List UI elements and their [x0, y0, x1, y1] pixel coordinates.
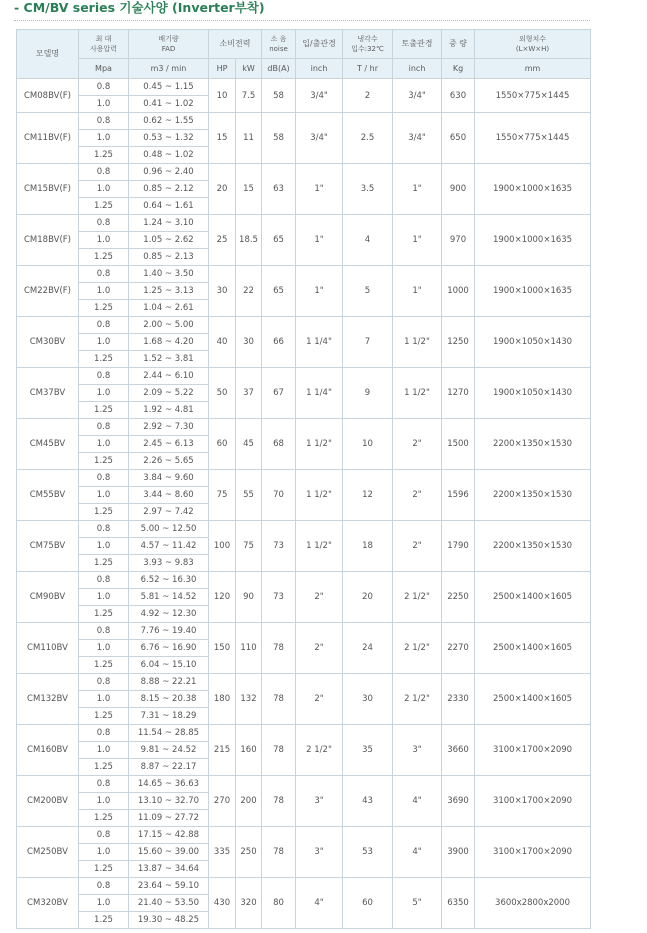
inlet-size: 1 1/4" — [296, 317, 343, 368]
fad-range: 7.31 ~ 18.29 — [129, 708, 209, 725]
hp-value: 120 — [209, 572, 236, 623]
unit-hp: HP — [209, 59, 236, 79]
model-name: CM320BV — [17, 878, 79, 929]
table-row — [17, 521, 591, 538]
fad-range: 0.62 ~ 1.55 — [129, 113, 209, 130]
fad-range: 1.92 ~ 4.81 — [129, 402, 209, 419]
pressure-value: 1.0 — [79, 232, 129, 249]
weight-value: 6350 — [442, 878, 475, 929]
unit-mm: mm — [475, 59, 591, 79]
hp-value: 180 — [209, 674, 236, 725]
noise-value: 78 — [262, 623, 296, 674]
weight-value: 650 — [442, 113, 475, 164]
hp-value: 75 — [209, 470, 236, 521]
model-name: CM18BV(F) — [17, 215, 79, 266]
weight-value: 2330 — [442, 674, 475, 725]
pressure-value: 0.8 — [79, 623, 129, 640]
fad-range: 0.41 ~ 1.02 — [129, 96, 209, 113]
fad-range: 0.48 ~ 1.02 — [129, 147, 209, 164]
cooling-water: 9 — [343, 368, 393, 419]
fad-range: 13.10 ~ 32.70 — [129, 793, 209, 810]
pressure-value: 1.0 — [79, 283, 129, 300]
fad-range: 6.76 ~ 16.90 — [129, 640, 209, 657]
outlet-size: 2 1/2" — [393, 572, 442, 623]
fad-range: 11.54 ~ 28.85 — [129, 725, 209, 742]
pressure-value: 1.0 — [79, 895, 129, 912]
model-name: CM90BV — [17, 572, 79, 623]
noise-value: 65 — [262, 266, 296, 317]
weight-value: 1000 — [442, 266, 475, 317]
pressure-value: 1.0 — [79, 844, 129, 861]
kw-value: 30 — [236, 317, 262, 368]
weight-value: 630 — [442, 79, 475, 113]
noise-value: 78 — [262, 776, 296, 827]
kw-value: 22 — [236, 266, 262, 317]
hp-value: 100 — [209, 521, 236, 572]
fad-range: 5.00 ~ 12.50 — [129, 521, 209, 538]
pressure-value: 1.25 — [79, 249, 129, 266]
table-row — [17, 470, 591, 487]
outlet-size: 1 1/2" — [393, 368, 442, 419]
inlet-size: 2 1/2" — [296, 725, 343, 776]
header-noise: 소 음 noise — [262, 30, 296, 59]
table-body — [17, 79, 591, 929]
fad-range: 11.09 ~ 27.72 — [129, 810, 209, 827]
outlet-size: 2" — [393, 419, 442, 470]
cooling-water: 24 — [343, 623, 393, 674]
fad-range: 3.84 ~ 9.60 — [129, 470, 209, 487]
weight-value: 970 — [442, 215, 475, 266]
inlet-size: 3" — [296, 776, 343, 827]
hp-value: 270 — [209, 776, 236, 827]
outlet-size: 4" — [393, 827, 442, 878]
outlet-size: 2 1/2" — [393, 674, 442, 725]
unit-cooling: T / hr — [343, 59, 393, 79]
pressure-value: 0.8 — [79, 317, 129, 334]
table-row — [17, 113, 591, 130]
noise-value: 78 — [262, 674, 296, 725]
pressure-value: 1.0 — [79, 793, 129, 810]
fad-range: 2.44 ~ 6.10 — [129, 368, 209, 385]
pressure-value: 1.0 — [79, 334, 129, 351]
fad-range: 1.40 ~ 3.50 — [129, 266, 209, 283]
unit-kg: Kg — [442, 59, 475, 79]
cooling-water: 35 — [343, 725, 393, 776]
fad-range: 15.60 ~ 39.00 — [129, 844, 209, 861]
unit-kw: kW — [236, 59, 262, 79]
table-row — [17, 776, 591, 793]
unit-outlet-inch: inch — [393, 59, 442, 79]
pressure-value: 1.0 — [79, 589, 129, 606]
inlet-size: 1 1/2" — [296, 470, 343, 521]
kw-value: 132 — [236, 674, 262, 725]
inlet-size: 3/4" — [296, 79, 343, 113]
spec-table — [16, 29, 591, 929]
cooling-water: 60 — [343, 878, 393, 929]
cooling-water: 4 — [343, 215, 393, 266]
pressure-value: 1.0 — [79, 436, 129, 453]
fad-range: 2.92 ~ 7.30 — [129, 419, 209, 436]
header-weight: 중 량 — [442, 30, 475, 59]
dimensions: 3100×1700×2090 — [475, 776, 591, 827]
cooling-water: 43 — [343, 776, 393, 827]
dimensions: 1900×1050×1430 — [475, 368, 591, 419]
hp-value: 150 — [209, 623, 236, 674]
inlet-size: 1" — [296, 164, 343, 215]
pressure-value: 1.25 — [79, 708, 129, 725]
weight-value: 3900 — [442, 827, 475, 878]
fad-range: 1.04 ~ 2.61 — [129, 300, 209, 317]
pressure-value: 0.8 — [79, 878, 129, 895]
kw-value: 18.5 — [236, 215, 262, 266]
fad-range: 5.81 ~ 14.52 — [129, 589, 209, 606]
pressure-value: 1.25 — [79, 861, 129, 878]
fad-range: 2.97 ~ 7.42 — [129, 504, 209, 521]
title-divider — [14, 20, 590, 21]
dimensions: 1550×775×1445 — [475, 113, 591, 164]
noise-value: 73 — [262, 572, 296, 623]
noise-value: 78 — [262, 827, 296, 878]
table-row — [17, 215, 591, 232]
inlet-size: 1 1/4" — [296, 368, 343, 419]
hp-value: 215 — [209, 725, 236, 776]
header-power: 소비전력 — [209, 30, 262, 59]
fad-range: 0.96 ~ 2.40 — [129, 164, 209, 181]
kw-value: 160 — [236, 725, 262, 776]
model-name: CM37BV — [17, 368, 79, 419]
fad-range: 0.85 ~ 2.13 — [129, 249, 209, 266]
fad-range: 23.64 ~ 59.10 — [129, 878, 209, 895]
weight-value: 900 — [442, 164, 475, 215]
pressure-value: 1.25 — [79, 300, 129, 317]
unit-dba: dB(A) — [262, 59, 296, 79]
table-row — [17, 674, 591, 691]
table-row — [17, 827, 591, 844]
outlet-size: 2" — [393, 521, 442, 572]
dimensions: 2500×1400×1605 — [475, 572, 591, 623]
kw-value: 11 — [236, 113, 262, 164]
model-name: CM45BV — [17, 419, 79, 470]
kw-value: 320 — [236, 878, 262, 929]
cooling-water: 18 — [343, 521, 393, 572]
cooling-water: 2.5 — [343, 113, 393, 164]
pressure-value: 1.25 — [79, 453, 129, 470]
pressure-value: 0.8 — [79, 776, 129, 793]
fad-range: 3.93 ~ 9.83 — [129, 555, 209, 572]
outlet-size: 3" — [393, 725, 442, 776]
fad-range: 1.25 ~ 3.13 — [129, 283, 209, 300]
pressure-value: 0.8 — [79, 113, 129, 130]
noise-value: 80 — [262, 878, 296, 929]
header-cooling: 냉각수 입수:32℃ — [343, 30, 393, 59]
kw-value: 90 — [236, 572, 262, 623]
noise-value: 65 — [262, 215, 296, 266]
fad-range: 8.15 ~ 20.38 — [129, 691, 209, 708]
pressure-value: 1.0 — [79, 130, 129, 147]
fad-range: 9.81 ~ 24.52 — [129, 742, 209, 759]
dimensions: 2500×1400×1605 — [475, 674, 591, 725]
fad-range: 4.57 ~ 11.42 — [129, 538, 209, 555]
table-row — [17, 368, 591, 385]
inlet-size: 1" — [296, 266, 343, 317]
outlet-size: 3/4" — [393, 79, 442, 113]
table-row — [17, 317, 591, 334]
outlet-size: 2" — [393, 470, 442, 521]
fad-range: 2.09 ~ 5.22 — [129, 385, 209, 402]
fad-range: 8.88 ~ 22.21 — [129, 674, 209, 691]
fad-range: 1.68 ~ 4.20 — [129, 334, 209, 351]
dimensions: 1550×775×1445 — [475, 79, 591, 113]
pressure-value: 0.8 — [79, 725, 129, 742]
table-row — [17, 419, 591, 436]
inlet-size: 1 1/2" — [296, 521, 343, 572]
pressure-value: 0.8 — [79, 164, 129, 181]
weight-value: 2250 — [442, 572, 475, 623]
noise-value: 66 — [262, 317, 296, 368]
kw-value: 55 — [236, 470, 262, 521]
fad-range: 2.00 ~ 5.00 — [129, 317, 209, 334]
kw-value: 7.5 — [236, 79, 262, 113]
hp-value: 60 — [209, 419, 236, 470]
pressure-value: 1.25 — [79, 606, 129, 623]
weight-value: 3690 — [442, 776, 475, 827]
table-row — [17, 266, 591, 283]
outlet-size: 1" — [393, 164, 442, 215]
unit-mpa: Mpa — [79, 59, 129, 79]
fad-range: 0.85 ~ 2.12 — [129, 181, 209, 198]
outlet-size: 3/4" — [393, 113, 442, 164]
fad-range: 6.04 ~ 15.10 — [129, 657, 209, 674]
fad-range: 0.45 ~ 1.15 — [129, 79, 209, 96]
pressure-value: 1.0 — [79, 640, 129, 657]
pressure-value: 1.0 — [79, 385, 129, 402]
weight-value: 3660 — [442, 725, 475, 776]
table-row — [17, 572, 591, 589]
inlet-size: 4" — [296, 878, 343, 929]
model-name: CM08BV(F) — [17, 79, 79, 113]
pressure-value: 1.25 — [79, 147, 129, 164]
inlet-size: 2" — [296, 572, 343, 623]
pressure-value: 0.8 — [79, 572, 129, 589]
pressure-value: 0.8 — [79, 79, 129, 96]
fad-range: 8.87 ~ 22.17 — [129, 759, 209, 776]
pressure-value: 0.8 — [79, 266, 129, 283]
noise-value: 78 — [262, 725, 296, 776]
page-title: - CM/BV series 기술사양 (Inverter부착) — [14, 0, 265, 15]
inlet-size: 2" — [296, 623, 343, 674]
pressure-value: 0.8 — [79, 827, 129, 844]
fad-range: 3.44 ~ 8.60 — [129, 487, 209, 504]
inlet-size: 2" — [296, 674, 343, 725]
hp-value: 10 — [209, 79, 236, 113]
kw-value: 45 — [236, 419, 262, 470]
outlet-size: 4" — [393, 776, 442, 827]
kw-value: 75 — [236, 521, 262, 572]
model-name: CM15BV(F) — [17, 164, 79, 215]
pressure-value: 0.8 — [79, 215, 129, 232]
fad-range: 4.92 ~ 12.30 — [129, 606, 209, 623]
noise-value: 68 — [262, 419, 296, 470]
noise-value: 67 — [262, 368, 296, 419]
hp-value: 30 — [209, 266, 236, 317]
header-outlet: 토출관경 — [393, 30, 442, 59]
cooling-water: 7 — [343, 317, 393, 368]
fad-range: 0.64 ~ 1.61 — [129, 198, 209, 215]
noise-value: 73 — [262, 521, 296, 572]
pressure-value: 1.25 — [79, 198, 129, 215]
hp-value: 50 — [209, 368, 236, 419]
dimensions: 2500×1400×1605 — [475, 623, 591, 674]
model-name: CM160BV — [17, 725, 79, 776]
pressure-value: 1.0 — [79, 487, 129, 504]
cooling-water: 10 — [343, 419, 393, 470]
model-name: CM22BV(F) — [17, 266, 79, 317]
hp-value: 15 — [209, 113, 236, 164]
hp-value: 25 — [209, 215, 236, 266]
weight-value: 1270 — [442, 368, 475, 419]
cooling-water: 5 — [343, 266, 393, 317]
inlet-size: 1 1/2" — [296, 419, 343, 470]
cooling-water: 12 — [343, 470, 393, 521]
model-name: CM55BV — [17, 470, 79, 521]
fad-range: 19.30 ~ 48.25 — [129, 912, 209, 929]
fad-range: 1.24 ~ 3.10 — [129, 215, 209, 232]
model-name: CM11BV(F) — [17, 113, 79, 164]
pressure-value: 1.25 — [79, 759, 129, 776]
dimensions: 2200×1350×1530 — [475, 419, 591, 470]
header-inlet: 입/출관경 — [296, 30, 343, 59]
dimensions: 1900×1000×1635 — [475, 164, 591, 215]
kw-value: 200 — [236, 776, 262, 827]
fad-range: 2.26 ~ 5.65 — [129, 453, 209, 470]
cooling-water: 2 — [343, 79, 393, 113]
cooling-water: 20 — [343, 572, 393, 623]
fad-range: 7.76 ~ 19.40 — [129, 623, 209, 640]
table-row — [17, 623, 591, 640]
inlet-size: 1" — [296, 215, 343, 266]
fad-range: 13.87 ~ 34.64 — [129, 861, 209, 878]
noise-value: 70 — [262, 470, 296, 521]
inlet-size: 3/4" — [296, 113, 343, 164]
table-row — [17, 725, 591, 742]
kw-value: 250 — [236, 827, 262, 878]
table-row — [17, 878, 591, 895]
hp-value: 335 — [209, 827, 236, 878]
header-model: 모델명 — [17, 30, 79, 79]
cooling-water: 3.5 — [343, 164, 393, 215]
model-name: CM200BV — [17, 776, 79, 827]
pressure-value: 0.8 — [79, 521, 129, 538]
table-row — [17, 164, 591, 181]
fad-range: 6.52 ~ 16.30 — [129, 572, 209, 589]
pressure-value: 1.25 — [79, 504, 129, 521]
cooling-water: 53 — [343, 827, 393, 878]
noise-value: 58 — [262, 79, 296, 113]
pressure-value: 1.0 — [79, 181, 129, 198]
header-fad: 배기량 FAD — [129, 30, 209, 59]
pressure-value: 1.25 — [79, 810, 129, 827]
pressure-value: 1.0 — [79, 538, 129, 555]
dimensions: 2200×1350×1530 — [475, 470, 591, 521]
fad-range: 1.05 ~ 2.62 — [129, 232, 209, 249]
dimensions: 3100×1700×2090 — [475, 725, 591, 776]
pressure-value: 0.8 — [79, 368, 129, 385]
hp-value: 40 — [209, 317, 236, 368]
fad-range: 14.65 ~ 36.63 — [129, 776, 209, 793]
dimensions: 2200×1350×1530 — [475, 521, 591, 572]
dimensions: 1900×1000×1635 — [475, 215, 591, 266]
noise-value: 63 — [262, 164, 296, 215]
model-name: CM132BV — [17, 674, 79, 725]
outlet-size: 1" — [393, 266, 442, 317]
pressure-value: 1.25 — [79, 657, 129, 674]
outlet-size: 5" — [393, 878, 442, 929]
dimensions: 3600x2800x2000 — [475, 878, 591, 929]
pressure-value: 1.25 — [79, 351, 129, 368]
outlet-size: 2 1/2" — [393, 623, 442, 674]
fad-range: 2.45 ~ 6.13 — [129, 436, 209, 453]
header-pressure: 최 대 사용압력 — [79, 30, 129, 59]
weight-value: 1596 — [442, 470, 475, 521]
weight-value: 2270 — [442, 623, 475, 674]
model-name: CM75BV — [17, 521, 79, 572]
kw-value: 110 — [236, 623, 262, 674]
outlet-size: 1" — [393, 215, 442, 266]
cooling-water: 30 — [343, 674, 393, 725]
model-name: CM110BV — [17, 623, 79, 674]
header-dims: 외형치수 (L×W×H) — [475, 30, 591, 59]
pressure-value: 1.0 — [79, 691, 129, 708]
table-row — [17, 79, 591, 96]
unit-inlet-inch: inch — [296, 59, 343, 79]
kw-value: 37 — [236, 368, 262, 419]
pressure-value: 1.25 — [79, 402, 129, 419]
pressure-value: 1.0 — [79, 742, 129, 759]
pressure-value: 1.25 — [79, 555, 129, 572]
inlet-size: 3" — [296, 827, 343, 878]
weight-value: 1500 — [442, 419, 475, 470]
hp-value: 20 — [209, 164, 236, 215]
hp-value: 430 — [209, 878, 236, 929]
fad-range: 1.52 ~ 3.81 — [129, 351, 209, 368]
table-header — [17, 30, 591, 79]
model-name: CM250BV — [17, 827, 79, 878]
pressure-value: 1.0 — [79, 96, 129, 113]
pressure-value: 0.8 — [79, 470, 129, 487]
outlet-size: 1 1/2" — [393, 317, 442, 368]
fad-range: 21.40 ~ 53.50 — [129, 895, 209, 912]
pressure-value: 0.8 — [79, 674, 129, 691]
fad-range: 17.15 ~ 42.88 — [129, 827, 209, 844]
unit-fad: m3 / min — [129, 59, 209, 79]
fad-range: 0.53 ~ 1.32 — [129, 130, 209, 147]
model-name: CM30BV — [17, 317, 79, 368]
weight-value: 1790 — [442, 521, 475, 572]
weight-value: 1250 — [442, 317, 475, 368]
dimensions: 1900×1050×1430 — [475, 317, 591, 368]
pressure-value: 0.8 — [79, 419, 129, 436]
kw-value: 15 — [236, 164, 262, 215]
dimensions: 3100×1700×2090 — [475, 827, 591, 878]
noise-value: 58 — [262, 113, 296, 164]
dimensions: 1900×1000×1635 — [475, 266, 591, 317]
pressure-value: 1.25 — [79, 912, 129, 929]
